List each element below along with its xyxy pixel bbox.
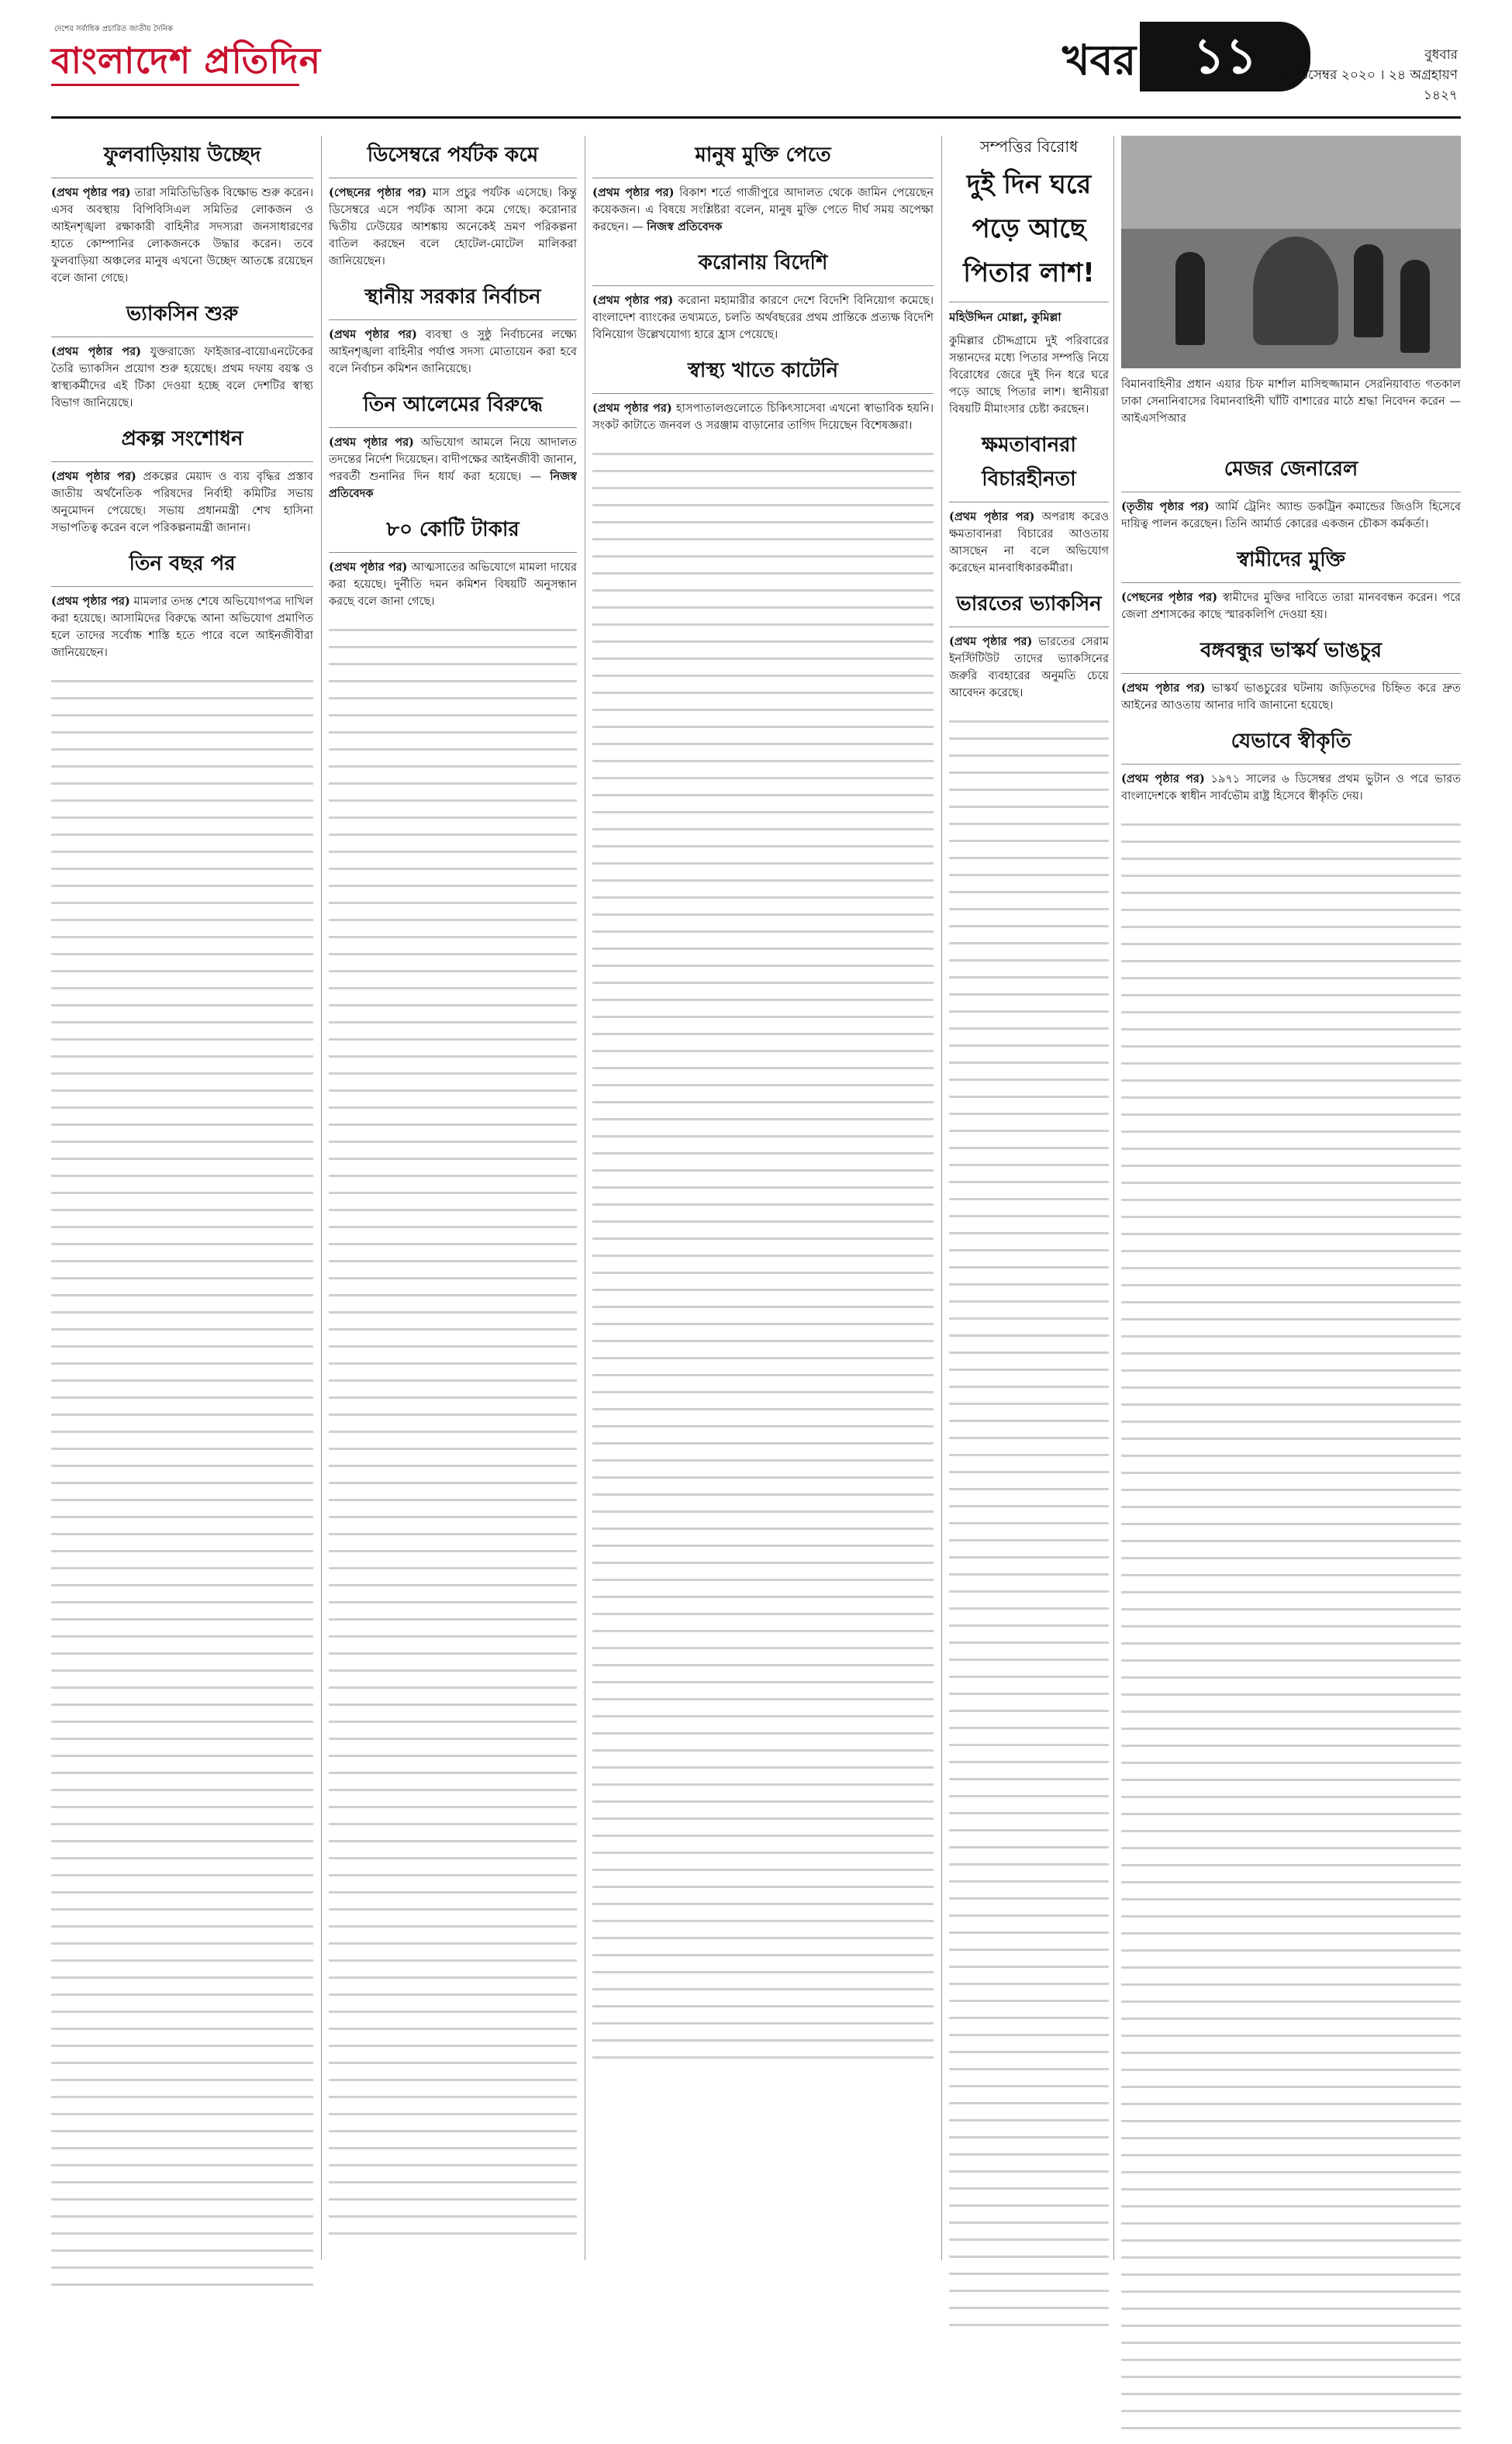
- logo-underline: [51, 84, 299, 86]
- story-headline: স্বাস্থ্য খাতে কাটেনি: [592, 354, 934, 394]
- story-father-body: [949, 136, 1109, 418]
- story-health-sector: [592, 354, 934, 434]
- story-sculpture-vandalism: [1121, 634, 1461, 714]
- story-project-revision: [51, 423, 313, 537]
- story-80-crore: [329, 513, 577, 610]
- story-headline: ফুলবাড়িয়ায় উচ্ছেদ: [51, 139, 313, 178]
- text-continuation: [592, 445, 934, 2073]
- story-impunity: [949, 429, 1109, 577]
- story-body: (প্রথম পৃষ্ঠার পর) অভিযোগ আমলে নিয়ে আদালত তদন্তের নির্দেশ দিয়েছেন। বাদীপক্ষের আইনজীবী জানান, পরবর্তী শুনানির দিন ধার্য করা হয়েছে। — নিজস্ব প্রতিবেদক: [329, 436, 577, 500]
- story-body: (প্রথম পৃষ্ঠার পর) যুক্তরাজ্যে ফাইজার-বায়োএনটেকের তৈরি ভ্যাকসিন প্রয়োগ শুরু হয়েছে। প্রথম দফায় বয়স্ক ও স্বাস্থ্যকর্মীদের এই টিকা দেওয়া হচ্ছে বলে দেশটির স্বাস্থ্য বিভাগ জানিয়েছে।: [51, 345, 313, 409]
- masthead: [0, 0, 1512, 140]
- story-body: (তৃতীয় পৃষ্ঠার পর) আর্মি ট্রেনিং অ্যান্ড ডকট্রিন কমান্ডের জিওসি হিসেবে দায়িত্ব পালন করেছেন। তিনি আর্মার্ড কোরের একজন চৌকস কর্মকর্তা।: [1121, 500, 1461, 530]
- story-headline: স্বামীদের মুক্তি: [1121, 544, 1461, 583]
- issue-date: ৯ ডিসেম্বর ২০২০ । ২৪ অগ্রহায়ণ ১৪২৭: [1282, 67, 1458, 103]
- weekday: বুধবার: [1424, 47, 1458, 63]
- story-recognition: [1121, 725, 1461, 805]
- story-body: (প্রথম পৃষ্ঠার পর) ভারতের সেরাম ইনস্টিটিউট তাদের ভ্যাকসিনের জরুরি ব্যবহারের অনুমতি চেয়ে আবেদন করেছে।: [949, 635, 1109, 699]
- story-headline: মানুষ মুক্তি পেতে: [592, 139, 934, 178]
- photo-credit: আইএসপিআর: [1121, 413, 1186, 425]
- story-headline: ৮০ কোটি টাকার: [329, 513, 577, 553]
- column-divider: [1113, 136, 1114, 2260]
- story-three-clerics: [329, 388, 577, 502]
- story-headline: স্থানীয় সরকার নির্বাচন: [329, 281, 577, 320]
- text-continuation: [51, 672, 313, 2301]
- story-headline: দুই দিন ঘরে পড়ে আছে পিতার লাশ!: [949, 164, 1109, 302]
- section-label: খবর: [1062, 36, 1137, 85]
- story-vaccine-start: [51, 298, 313, 412]
- column-1: [51, 136, 313, 2301]
- story-local-election: [329, 281, 577, 378]
- story-body: (প্রথম পৃষ্ঠার পর) তারা সমিতিভিত্তিক বিক্ষোভ শুরু করেন। এসব অবস্থায় বিপিবিসিএল সমিতির লোকজন ও আইনশৃঙ্খলা রক্ষাকারী বাহিনীর সদস্যরা জনসাধারণের হাতে কোম্পানির লোকজনকে উদ্ধার করেন। তবে ফুলবাড়িয়া অঞ্চলের মানুষ এখনো উচ্ছেদ আতঙ্কে রয়েছেন বলে জানা গেছে।: [51, 186, 313, 285]
- story-headline: প্রকল্প সংশোধন: [51, 423, 313, 462]
- story-headline: করোনায় বিদেশি: [592, 247, 934, 286]
- column-5: [1121, 450, 1461, 2444]
- page-number: ১১: [1140, 22, 1310, 91]
- story-tourists: [329, 139, 577, 270]
- story-headline: ডিসেম্বরে পর্যটক কমে: [329, 139, 577, 178]
- story-body: (প্রথম পৃষ্ঠার পর) ভাস্কর্য ভাঙচুরের ঘটনায় জড়িতদের চিহ্নিত করে দ্রুত আইনের আওতায় আনার দাবি জানানো হয়েছে।: [1121, 682, 1461, 712]
- column-2: [329, 136, 577, 2249]
- column-4: [949, 136, 1109, 2341]
- story-headline: যেভাবে স্বীকৃতি: [1121, 725, 1461, 765]
- story-body: (প্রথম পৃষ্ঠার পর) হাসপাতালগুলোতে চিকিৎসাসেবা এখনো স্বাভাবিক হয়নি। সংকট কাটাতে জনবল ও সরঞ্জাম বাড়ানোর তাগিদ দিয়েছেন বিশেষজ্ঞরা।: [592, 402, 934, 432]
- story-three-years: [51, 547, 313, 661]
- story-major-general: [1121, 453, 1461, 533]
- story-body: (প্রথম পৃষ্ঠার পর) বিকাশ শর্তে গাজীপুরে আদালত থেকে জামিন পেয়েছেন কয়েকজন। এ বিষয়ে সংশ্লিষ্টরা বলেন, মানুষ মুক্তি পেতে দীর্ঘ সময় অপেক্ষা করছেন। — নিজস্ব প্রতিবেদক: [592, 186, 934, 233]
- story-husbands-release: [1121, 544, 1461, 623]
- column-divider: [321, 136, 322, 2260]
- story-headline: মেজর জেনারেল: [1121, 453, 1461, 492]
- story-body: (পেছনের পৃষ্ঠার পর) স্বামীদের মুক্তির দাবিতে তারা মানববন্ধন করেন। পরে জেলা প্রশাসকের কাছে স্মারকলিপি দেওয়া হয়।: [1121, 591, 1461, 621]
- story-india-vaccine: [949, 588, 1109, 702]
- photo-caption: বিমানবাহিনীর প্রধান এয়ার চিফ মার্শাল মাসিহুজ্জামান সেরনিয়াবাত গতকাল ঢাকা সেনানিবাসের বিমানবাহিনী ঘাঁটি বাশারের মাঠে শ্রদ্ধা নিবেদন করেন —আইএসপিআর: [1121, 378, 1461, 425]
- story-kicker: সম্পত্তির বিরোধ: [979, 137, 1079, 156]
- date-block: [1272, 45, 1458, 105]
- column-divider: [941, 136, 942, 2260]
- story-byline: মহিউদ্দিন মোল্লা, কুমিল্লা: [949, 310, 1062, 324]
- story-body: (প্রথম পৃষ্ঠার পর) প্রকল্পের মেয়াদ ও ব্যয় বৃদ্ধির প্রস্তাব জাতীয় অর্থনৈতিক পরিষদের নির্বাহী কমিটির সভায় অনুমোদন পেয়েছে। সভায় প্রধানমন্ত্রী শেখ হাসিনা সভাপতিত্ব করেন বলে পরিকল্পনামন্ত্রী জানান।: [51, 470, 313, 534]
- text-continuation: [329, 621, 577, 2249]
- text-continuation: [949, 713, 1109, 2341]
- story-foreign-investment: [592, 247, 934, 343]
- wreath-shape: [1253, 236, 1338, 345]
- column-3: [592, 136, 934, 2073]
- story-headline: বঙ্গবন্ধুর ভাস্কর্য ভাঙচুর: [1121, 634, 1461, 674]
- header-rule: [51, 116, 1461, 119]
- story-body: (প্রথম পৃষ্ঠার পর) মামলার তদন্ত শেষে অভিযোগপত্র দাখিল করা হয়েছে। আসামিদের বিরুদ্ধে আনা অভিযোগ প্রমাণিত হলে তাদের সর্বোচ্চ শাস্তি হতে পারে বলে আইনজীবীরা জানিয়েছেন।: [51, 595, 313, 659]
- story-body: (প্রথম পৃষ্ঠার পর) করোনা মহামারীর কারণে দেশে বিদেশি বিনিয়োগ কমেছে। বাংলাদেশ ব্যাংকের তথ্যমতে, চলতি অর্থবছরের প্রথম প্রান্তিকে প্রত্যক্ষ বিদেশি বিনিয়োগ উল্লেখযোগ্য হারে হ্রাস পেয়েছে।: [592, 294, 934, 341]
- text-continuation: [1121, 816, 1461, 2444]
- story-headline: ভারতের ভ্যাকসিন: [949, 588, 1109, 627]
- story-headline: ভ্যাকসিন শুরু: [51, 298, 313, 337]
- story-headline: তিন আলেমের বিরুদ্ধে: [329, 388, 577, 428]
- news-photo: [1121, 136, 1461, 368]
- story-uchched: [51, 139, 313, 287]
- story-body: (প্রথম পৃষ্ঠার পর) ১৯৭১ সালের ৬ ডিসেম্বর প্রথম ভুটান ও পরে ভারত বাংলাদেশকে স্বাধীন সার্বভৌম রাষ্ট্র হিসেবে স্বীকৃতি দেয়।: [1121, 772, 1461, 803]
- story-body: (প্রথম পৃষ্ঠার পর) আত্মসাতের অভিযোগে মামলা দায়ের করা হয়েছে। দুর্নীতি দমন কমিশন বিষয়টি অনুসন্ধান করছে বলে জানা গেছে।: [329, 561, 577, 608]
- story-liberation: [592, 139, 934, 236]
- story-headline: ক্ষমতাবানরা বিচারহীনতা: [949, 429, 1109, 502]
- story-body: (প্রথম পৃষ্ঠার পর) ব্যবস্থা ও সুষ্ঠু নির্বাচনের লক্ষ্যে আইনশৃঙ্খলা বাহিনীর পর্যাপ্ত সদস্য মোতায়েন করা হবে বলে নির্বাচন কমিশন জানিয়েছে।: [329, 328, 577, 375]
- story-body: (পেছনের পৃষ্ঠার পর) মাস প্রচুর পর্যটক এসেছে। কিন্তু ডিসেম্বরে এসে পর্যটক আসা কমে গেছে। করোনার দ্বিতীয় ঢেউয়ের আশঙ্কায় অনেকেই ভ্রমণ পরিকল্পনা বাতিল করছেন বলে হোটেল-মোটেল মালিকরা জানিয়েছেন।: [329, 186, 577, 268]
- newspaper-logo: বাংলাদেশ প্রতিদিন: [51, 40, 322, 81]
- story-headline: তিন বছর পর: [51, 547, 313, 587]
- story-body: কুমিল্লার চৌদ্দগ্রামে দুই পরিবারের সন্তানদের মধ্যে পিতার সম্পত্তি নিয়ে বিরোধের জেরে দুই দিন ধরে ঘরে পড়ে আছে পিতার লাশ। স্থানীয়রা বিষয়টি মীমাংসার চেষ্টা করছেন।: [949, 335, 1109, 416]
- story-body: (প্রথম পৃষ্ঠার পর) অপরাধ করেও ক্ষমতাবানরা বিচারের আওতায় আসছেন না বলে অভিযোগ করেছেন মানবাধিকারকর্মীরা।: [949, 510, 1109, 575]
- masthead-tagline: দেশের সর্বাধিক প্রচারিত জাতীয় দৈনিক: [54, 25, 173, 33]
